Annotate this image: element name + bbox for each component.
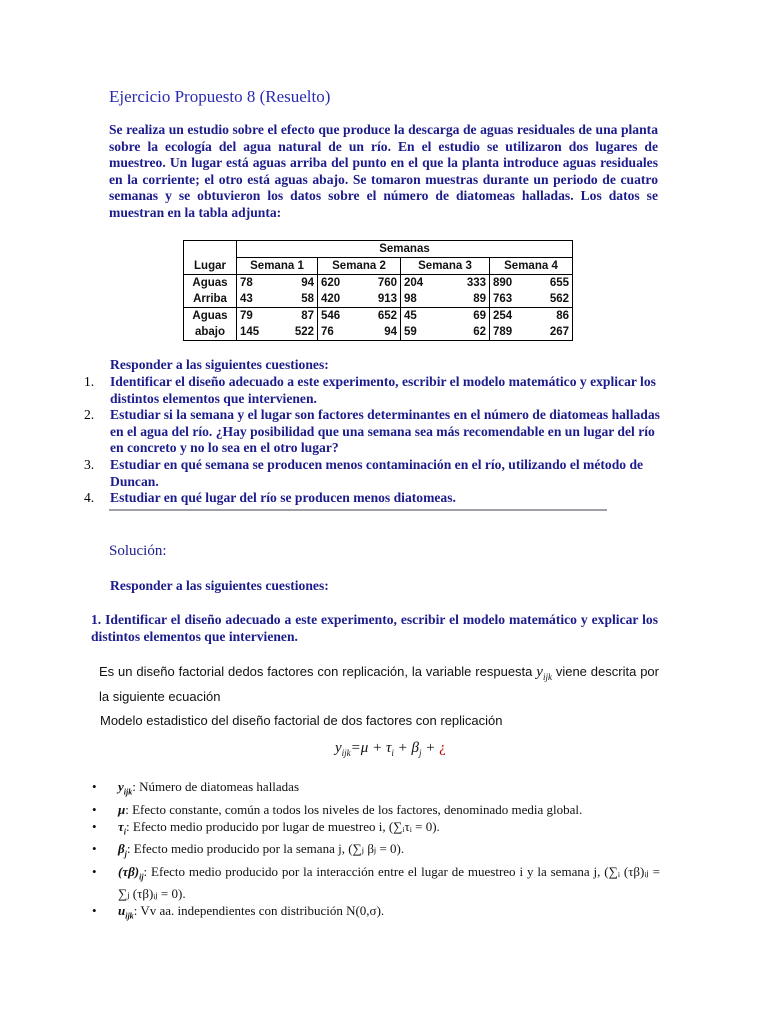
table-cell: 546 [318, 308, 360, 325]
response-variable-subscript: ijk [542, 672, 552, 682]
definition-text: : Efecto constante, común a todos los niveles de los factores, denominado media global. [125, 801, 583, 817]
list-item [84, 407, 660, 457]
table-row-label: abajo [184, 324, 237, 341]
bullet-icon: • [92, 818, 97, 834]
list-item [92, 840, 660, 863]
list-item [92, 801, 660, 818]
question-number: 1. [84, 374, 95, 389]
table-row-label: Aguas [184, 308, 237, 325]
equation-y-subscript: ijk [341, 748, 351, 758]
table-row [184, 275, 573, 292]
question-text: Estudiar en qué lugar del río se producen menos diatomeas. [110, 490, 456, 506]
model-equation [335, 740, 446, 758]
table-week-header: Semana 2 [318, 258, 401, 275]
definition-symbol: β [118, 841, 125, 857]
solution-questions-heading: Responder a las siguientes cuestiones: [110, 578, 329, 593]
table-cell: 913 [359, 291, 401, 308]
table-cell: 522 [277, 324, 318, 341]
exercise-title: Ejercicio Propuesto 8 (Resuelto) [109, 87, 331, 106]
table-cell: 78 [237, 275, 278, 292]
definition-subscript: i [123, 827, 127, 837]
bullet-icon: • [92, 863, 97, 879]
table-row-label: Arriba [184, 291, 237, 308]
table-cell: 655 [531, 275, 573, 292]
table-cell: 79 [237, 308, 278, 325]
definition-text: : Efecto medio producido por lugar de muestreo i, (∑ᵢτᵢ = 0). [126, 818, 440, 834]
table-row [184, 324, 573, 341]
questions-list [84, 374, 660, 507]
list-item [92, 778, 660, 801]
equation-tau-subscript: i [391, 748, 394, 758]
bullet-icon: • [92, 779, 97, 794]
questions-heading: Responder a las siguientes cuestiones: [110, 357, 329, 372]
table-cell: 94 [359, 324, 401, 341]
table-cell: 43 [237, 291, 278, 308]
equation-beta: + β [393, 740, 419, 756]
table-week-header: Semana 1 [237, 258, 318, 275]
equation-mu-tau: =μ + τ [350, 740, 392, 756]
equation-plus: + [421, 740, 440, 756]
table-cell: 420 [318, 291, 360, 308]
question-1-heading: 1. Identificar el diseño adecuado a este experimento, escribir el modelo matemático y explicar los distintos elementos que intervienen. [91, 612, 658, 644]
table-row [184, 258, 573, 275]
table-cell: 890 [490, 275, 532, 292]
table-cell: 333 [445, 275, 490, 292]
table-cell: 86 [531, 308, 573, 325]
definition-text: : Efecto medio producido por la semana j, (∑ⱼ βⱼ = 0). [126, 841, 405, 857]
table-cell: 98 [401, 291, 446, 308]
response-variable: y [536, 664, 543, 680]
list-item [84, 490, 660, 507]
table-lugar-header: Lugar [184, 258, 237, 275]
table-week-header: Semana 4 [490, 258, 573, 275]
intro-paragraph: Se realiza un estudio sobre el efecto que produce la descarga de aguas residuales de una planta sobre la ecología del agua natural de un río. En el estudio se utilizaron dos lugares de muestreo. Un lugar está aguas arriba del punto en el que la planta introduce aguas residuales en la corriente; el otro está aguas abajo. Se tomaron muestras durante un periodo de cuatro semanas y se obtuvieron los datos sobre el número de diatomeas halladas. Los datos se muestran en la tabla adjunta: [109, 122, 658, 220]
equation-y: y [335, 740, 342, 756]
solution-title: Solución: [109, 543, 167, 559]
table-corner-cell [184, 241, 237, 258]
definition-text: : Vv aa. independientes con distribución N(0,σ). [133, 903, 385, 919]
list-item [92, 902, 660, 925]
definition-symbol: μ [118, 801, 126, 817]
definition-text: : Número de diatomeas halladas [132, 779, 300, 794]
definition-text: : Efecto medio producido por la interacción entre el lugar de muestreo i y la semana j, (∑ᵢ (τβ)ᵢⱼ = ∑ⱼ (τβ)ᵢⱼ = 0). [118, 863, 660, 902]
list-item [92, 863, 660, 903]
definition-subscript: j [124, 849, 127, 859]
equation-beta-subscript: j [418, 748, 422, 758]
definition-symbol: u [118, 903, 126, 919]
table-row [184, 291, 573, 308]
table-cell: 204 [401, 275, 446, 292]
table-cell: 89 [445, 291, 490, 308]
table-cell: 652 [359, 308, 401, 325]
question-number: 3. [84, 456, 95, 472]
definition-subscript: ijk [125, 911, 134, 921]
design-text-end: viene descrita por la siguiente ecuación [99, 664, 659, 704]
table-cell: 789 [490, 324, 532, 341]
design-paragraph [99, 662, 659, 706]
table-cell: 59 [401, 324, 446, 341]
equation-tail: ¿ [439, 740, 446, 756]
list-item [92, 818, 660, 841]
table-cell: 254 [490, 308, 532, 325]
section-divider [109, 509, 607, 511]
table-cell: 69 [445, 308, 490, 325]
table-row-label: Aguas [184, 275, 237, 292]
list-item [84, 374, 660, 407]
design-text: Es un diseño factorial dedos factores con replicación, la variable respuesta [99, 664, 537, 679]
diatom-data-table [183, 240, 573, 341]
table-cell: 76 [318, 324, 360, 341]
definitions-list [92, 778, 660, 925]
table-cell: 62 [445, 324, 490, 341]
definition-symbol: τ [118, 818, 124, 834]
table-cell: 45 [401, 308, 446, 325]
table-cell: 87 [277, 308, 318, 325]
question-text: Identificar el diseño adecuado a este experimento, escribir el modelo matemático y explicar los distintos elementos que intervienen. [110, 374, 656, 406]
table-cell: 763 [490, 291, 532, 308]
definition-symbol: y [118, 779, 124, 794]
question-text: Estudiar en qué semana se producen menos contaminación en el río, utilizando el método de Duncan. [110, 456, 644, 489]
table-cell: 620 [318, 275, 360, 292]
definition-subscript: ij [139, 872, 144, 882]
model-paragraph: Modelo estadistico del diseño factorial de dos factores con replicación [100, 713, 503, 728]
question-text: Estudiar si la semana y el lugar son factores determinantes en el número de diatomeas halladas en el agua del río. ¿Hay posibilidad que una semana sea más recomendable en un lugar del río en concreto y no lo sea en el otro lugar? [110, 407, 660, 456]
bullet-icon: • [92, 903, 97, 919]
list-item [84, 457, 660, 490]
bullet-icon: • [92, 841, 97, 857]
table-cell: 562 [531, 291, 573, 308]
table-row [184, 308, 573, 325]
question-number: 4. [84, 490, 95, 506]
table-row [184, 241, 573, 258]
question-number: 2. [84, 407, 95, 423]
bullet-icon: • [92, 801, 97, 817]
table-cell: 267 [531, 324, 573, 341]
table-week-header: Semana 3 [401, 258, 490, 275]
table-cell: 58 [277, 291, 318, 308]
definition-subscript: ijk [123, 787, 133, 797]
table-cell: 760 [359, 275, 401, 292]
table-cell: 94 [277, 275, 318, 292]
table-cell: 145 [237, 324, 278, 341]
table-group-header: Semanas [237, 241, 573, 258]
definition-symbol: (τβ) [118, 863, 140, 879]
